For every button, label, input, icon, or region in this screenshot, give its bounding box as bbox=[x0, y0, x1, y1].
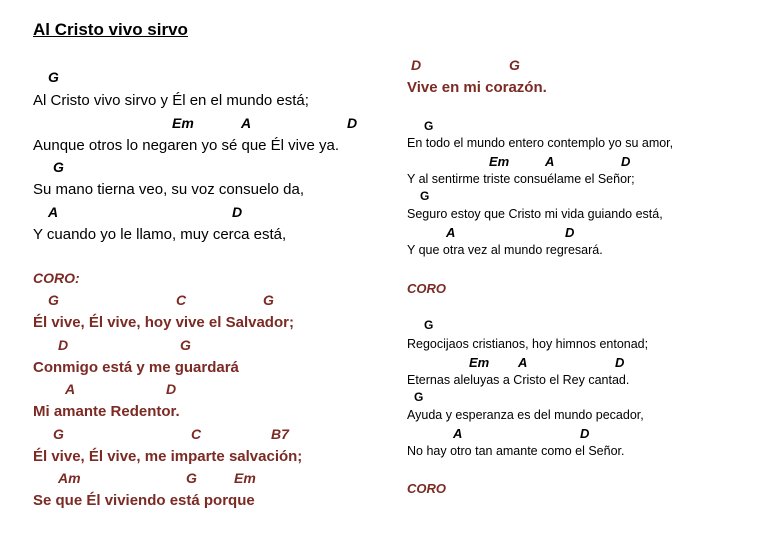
chord: A bbox=[453, 426, 463, 441]
chord: Am bbox=[58, 470, 81, 486]
chord: D bbox=[621, 154, 631, 169]
chord: A bbox=[545, 154, 555, 169]
coro-label: CORO bbox=[407, 481, 446, 496]
chord: C bbox=[176, 292, 187, 308]
chord: A bbox=[241, 115, 252, 131]
chord: A bbox=[518, 355, 528, 370]
lyric-line: Y cuando yo le llamo, muy cerca está, bbox=[33, 226, 287, 243]
chord: D bbox=[58, 337, 69, 353]
lyric-line: Se que Él viviendo está porque bbox=[33, 492, 255, 509]
lyric-line: Él vive, Él vive, me imparte salvación; bbox=[33, 448, 303, 465]
chord: Em bbox=[234, 470, 256, 486]
lyric-line: No hay otro tan amante como el Señor. bbox=[407, 444, 625, 458]
lyric-line: Regocijaos cristianos, hoy himnos entonad; bbox=[407, 337, 649, 351]
chord: G bbox=[48, 292, 59, 308]
chord: G bbox=[509, 57, 520, 73]
lyric-line: Conmigo está y me guardará bbox=[33, 359, 239, 376]
chord: D bbox=[565, 225, 575, 240]
coro-label: CORO bbox=[407, 281, 446, 296]
chord: A bbox=[446, 225, 456, 240]
lyric-line: Y al sentirme triste consuélame el Señor; bbox=[407, 172, 635, 186]
chord: D bbox=[347, 115, 358, 131]
lyric-line: Su mano tierna veo, su voz consuelo da, bbox=[33, 181, 304, 198]
lyric-line: Vive en mi corazón. bbox=[407, 79, 547, 96]
chord: G bbox=[48, 69, 59, 85]
lyric-line: Él vive, Él vive, hoy vive el Salvador; bbox=[33, 314, 294, 331]
chord: G bbox=[424, 119, 434, 133]
chord: D bbox=[411, 57, 422, 73]
chord: G bbox=[414, 390, 424, 404]
chord: D bbox=[580, 426, 590, 441]
chord: G bbox=[53, 159, 64, 175]
chord: D bbox=[232, 204, 243, 220]
lyric-line: Seguro estoy que Cristo mi vida guiando está, bbox=[407, 207, 663, 221]
lyric-line: Ayuda y esperanza es del mundo pecador, bbox=[407, 408, 644, 422]
lyric-line: Al Cristo vivo sirvo y Él en el mundo está; bbox=[33, 92, 309, 109]
chord: B7 bbox=[271, 426, 289, 442]
lyric-line: Aunque otros lo negaren yo sé que Él vive ya. bbox=[33, 137, 340, 154]
chord: Em bbox=[469, 355, 490, 370]
chord: G bbox=[186, 470, 197, 486]
chord: D bbox=[615, 355, 625, 370]
lyric-line: Y que otra vez al mundo regresará. bbox=[407, 243, 603, 257]
chord: C bbox=[191, 426, 202, 442]
chord: Em bbox=[489, 154, 510, 169]
chord: A bbox=[65, 381, 76, 397]
chord: Em bbox=[172, 115, 194, 131]
song-title: Al Cristo vivo sirvo bbox=[33, 20, 188, 39]
chord: G bbox=[53, 426, 64, 442]
lyric-line: Eternas aleluyas a Cristo el Rey cantad. bbox=[407, 373, 630, 387]
chord: A bbox=[48, 204, 59, 220]
chord: G bbox=[420, 189, 430, 203]
coro-label: CORO: bbox=[33, 270, 80, 286]
lyric-line: En todo el mundo entero contemplo yo su amor, bbox=[407, 136, 674, 150]
chord: D bbox=[166, 381, 177, 397]
lyric-line: Mi amante Redentor. bbox=[33, 403, 180, 420]
chord: G bbox=[180, 337, 191, 353]
chord: G bbox=[263, 292, 274, 308]
chord: G bbox=[424, 318, 434, 332]
